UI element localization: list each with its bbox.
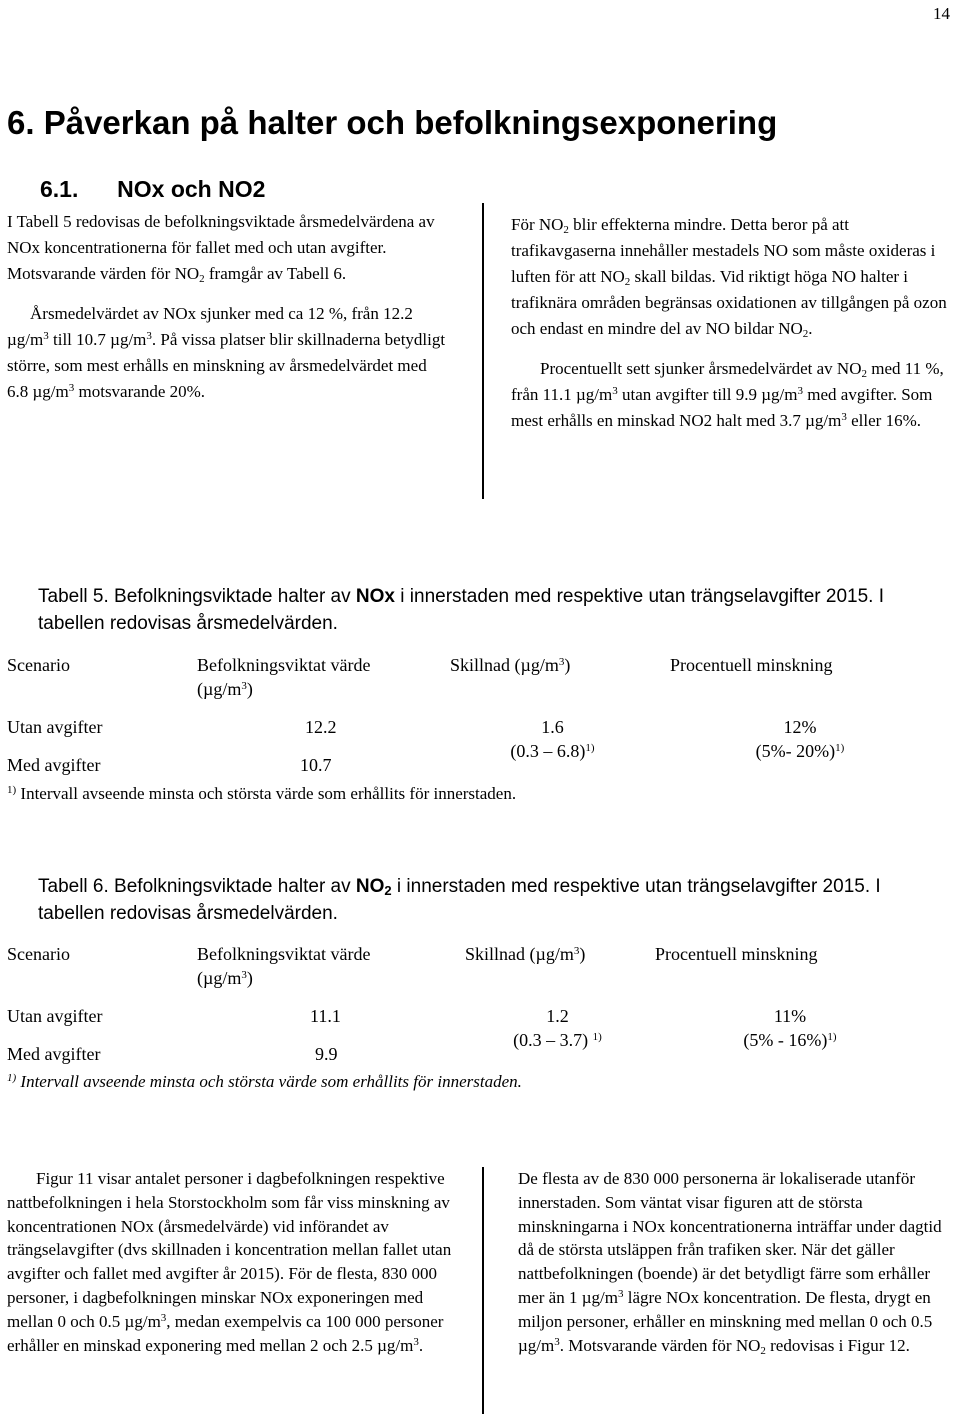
table6-row-value: 9.9 [315,1044,338,1064]
subsection-number: 6.1. [40,176,79,202]
table5-caption: Tabell 5. Befolkningsviktade halter av NOx i innerstaden med respektive utan trängselavgifter 2015. I tabellen redovisas årsmedelvärden. [38,586,885,634]
table6-row-value: 11.1 [310,1006,341,1026]
table6-row-scenario: Utan avgifter [7,1006,103,1026]
table5-diff-cell: 1.6 (0.3 – 6.8)$^{1)}$ [510,717,595,761]
section-heading [7,104,777,142]
column-divider [482,203,484,499]
table6-diff-cell: 1.2 (0.3 – 3.7) $^{1)}$ [513,1006,602,1050]
table5-footnote: $^{1)}$ Intervall avseende minsta och största värde som erhållits för innerstaden. [7,784,517,803]
left-paragraph-1: I Tabell 5 redovisas de befolkningsviktade årsmedelvärdena av NOx koncentrationerna för fallet med och utan avgifter. Motsvarande värden för $NO_2$ framgår av Tabell 6. [7,212,435,285]
left-paragraph-2: Årsmedelvärdet av NOx sjunker med ca 12 %, från 12.2 $\mu g/m^3$ till 10.7 $\mu g/m^3$. På vissa platser blir skillnaderna betydligt större, som mest erhålls en minskning av årsmedelvärdet med 6.8 $\mu g/m^3$ motsvarande 20%. [7,304,446,401]
bottom-column-divider [482,1167,484,1414]
left-column-text [7,209,447,405]
table5-row-value: 10.7 [300,755,332,775]
table6-header-pct: Procentuell minskning [655,944,818,964]
right-paragraph-2: Procentuellt sett sjunker årsmedelvärdet av $NO_2$ med 11 %, från 11.1 $\mu g/m^3$ utan avgifter till 9.9 $\mu g/m^3$ med avgifter. Som mest erhålls en minskad NO2 halt med 3.7 $\mu g/m^3$ eller 16%. [511,359,944,430]
table5-row-scenario: Med avgifter [7,755,101,775]
section-title: Påverkan på halter och befolkningsexponering [43,104,778,141]
table6-header-scenario: Scenario [7,944,70,964]
right-paragraph-1: För $NO_2$ blir effekterna mindre. Detta beror på att trafikavgaserna innehåller mestadels NO som måste oxideras i luften för att $NO_2$ skall bildas. Vid riktigt höga NO halter i trafiknära områden begränsas oxidationen av tillgången på ozon och endast en mindre del av NO bildar $NO_2$. [511,215,947,340]
table5-header-scenario: Scenario [7,655,70,675]
table6-header-diff: Skillnad $(\mu g/m^3)$ [465,944,586,964]
table6-pct-cell: 11% (5% - 16%)$^{1)}$ [743,1006,837,1050]
table6-footnote: $^{1)}$ Intervall avseende minsta och största värde som erhållits för innerstaden. [7,1072,522,1091]
table5-header-value: Befolkningsviktat värde $(\mu g/m^3)$ [197,655,371,699]
table5-row-value: 12.2 [305,717,337,737]
table5-row-scenario: Utan avgifter [7,717,103,737]
table6-header-value: Befolkningsviktat värde $(\mu g/m^3)$ [197,944,371,988]
section-number: 6. [7,104,35,141]
right-column-text [511,212,951,434]
bottom-right-text: De flesta av de 830 000 personerna är lokaliserade utanför innerstaden. Som väntat visar figuren att de största minskningarna i NOx koncentrationerna inträffar under dagtid då de största utsläppen från trafiken sker. När det gäller nattbefolkningen (boende) är det betydligt färre som erhåller mer än 1 $\mu g/m^3$ lägre NOx koncentration. De flesta, drygt en miljon personer, erhåller en minskning med mellan 0 och 0.5 $\mu g/m^3$. Motsvarande värden för $NO_2$ redovisas i Figur 12. [518,1169,942,1357]
table5-pct-cell: 12% (5%- 20%)$^{1)}$ [755,717,845,761]
table5-header-pct: Procentuell minskning [670,655,833,675]
subsection-title: NOx och NO2 [117,176,266,202]
table6-row-scenario: Med avgifter [7,1044,101,1064]
table6-caption: Tabell 6. Befolkningsviktade halter av $NO_2$ i innerstaden med respektive utan trängselavgifter 2015. I tabellen redovisas årsmedelvärden. [38,876,881,924]
table5-header-diff: Skillnad $(\mu g/m^3)$ [450,655,571,675]
subsection-heading [40,176,265,203]
page-number: 14 [933,4,950,23]
bottom-left-text: Figur 11 visar antalet personer i dagbefolkningen respektive nattbefolkningen i hela Storstockholm som får viss minskning av koncentrationen NOx (årsmedelvärde) vid införandet av trängselavgifter (dvs skillnaden i koncentration mellan fallet utan avgifter och fallet med avgifter år 2015). För de flesta, 830 000 personer, i dagbefolkningen minskar NOx exponeringen med mellan 0 och 0.5 $\mu g/m^3$, medan exempelvis ca 100 000 personer erhåller en minskad exponering med mellan 2 och 2.5 $\mu g/m^3$. [7,1169,452,1355]
